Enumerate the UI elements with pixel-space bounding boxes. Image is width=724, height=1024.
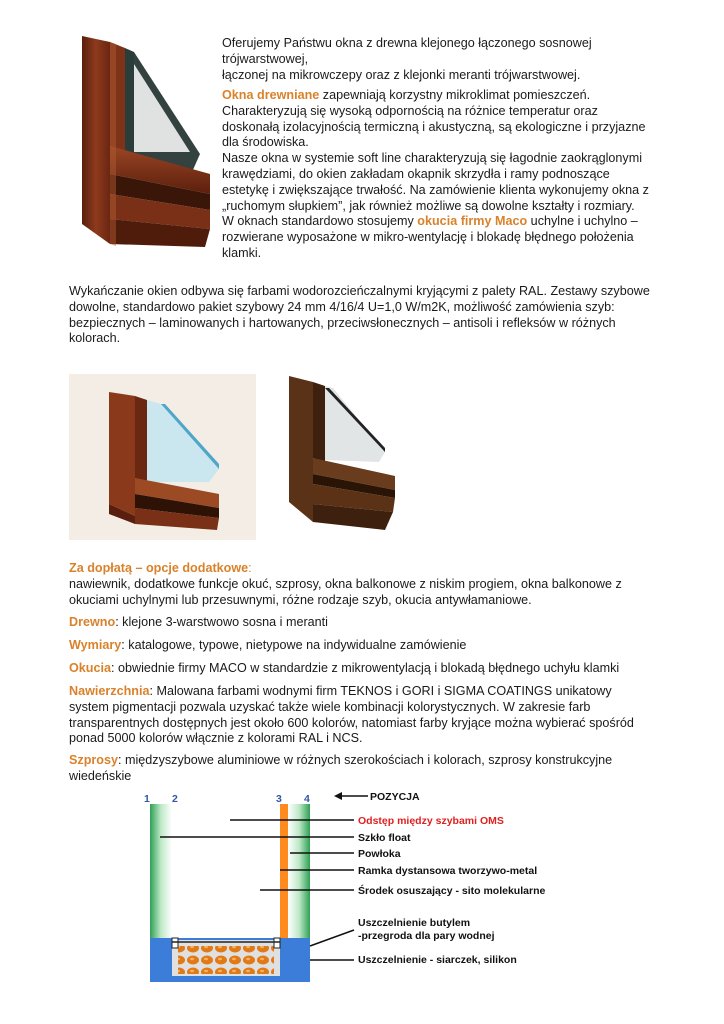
options-colon: : — [248, 561, 252, 575]
options-block — [69, 561, 661, 608]
wood-text-3-post: uchylne i uchylno – rozwierane wyposażone w mikro-wentylację i blokadę błędnego położenia klamki. — [222, 214, 638, 260]
spec-label-okucia: Okucia — [69, 661, 111, 675]
spec-label-nawierzchnia: Nawierzchnia — [69, 684, 150, 698]
position-label-2: 2 — [172, 793, 178, 805]
window-corner-image-dark — [285, 372, 405, 534]
spec-text-szprosy: : międzyszybowe aluminiowe w różnych szerokościach i kolorach, szprosy konstrukcyjne wiedeńskie — [69, 753, 613, 783]
position-label-4: 4 — [304, 793, 310, 805]
spec-nawierzchnia — [69, 684, 649, 747]
label-siarczek: Uszczelnienie - siarczek, silikon — [358, 954, 517, 966]
finishing-paragraph: Wykańczanie okien odbywa się farbami wodorozcieńczalnymi kryjącymi z palety RAL. Zestawy szybowe dowolne, standardowo pakiet szybowy 24 mm 4/16/4 U=1,0 W/m2K, możliwość zamówienia szyb: bezpiecznych – laminowanych i hartowanych, przeciwsłonecznych – antisoli i refleksów w różnych kolorach. — [69, 284, 650, 346]
spec-label-drewno: Drewno — [69, 615, 116, 629]
label-szklo-float: Szkło float — [358, 832, 411, 844]
maco-highlight: okucia firmy Maco — [417, 214, 528, 229]
glass-unit-diagram — [130, 786, 570, 986]
spec-text-wymiary: : katalogowe, typowe, nietypowe na indywidualne zamówienie — [121, 638, 467, 652]
spec-drewno — [69, 615, 661, 631]
spec-label-szprosy: Szprosy — [69, 753, 118, 767]
spec-okucia — [69, 661, 661, 677]
spec-szprosy — [69, 753, 639, 785]
wood-text-1 — [222, 88, 658, 151]
options-heading — [69, 561, 661, 577]
wood-text-2: Nasze okna w systemie soft line charakteryzują się łagodnie zaokrąglonymi krawędziami, do okien zakładam okapnik skrzydła i ramy podnoszące estetykę i zwiększające trwałość. Na zamówienie klienta wykonujemy okna z „ruchomym słupkiem”, jak również możliwe są dowolne kształty i rozmiary. — [222, 151, 649, 213]
label-srodek: Środek osuszający - sito molekularne — [358, 885, 546, 897]
options-title: Za dopłatą – opcje dodatkowe — [69, 561, 249, 575]
spec-text-nawierzchnia: : Malowana farbami wodnymi firm TEKNOS i GORI i SIGMA COATINGS unikatowy system pigmentacji pozwala uzyskać także wiele kombinacji kolorystycznych. W zakresie farb transparentnych dostępnych jest około 600 kolorów, natomiast farby kryjące można wybierać spośród ponad 5000 kolorów włącznie z kolorami RAL i NCS. — [69, 684, 634, 746]
intro-text — [222, 36, 662, 83]
wood-text-3-pre: W oknach standardowo stosujemy — [222, 214, 418, 229]
wood-windows-block — [222, 88, 658, 262]
position-label-1: 1 — [144, 793, 150, 805]
label-oms: Odstęp między szybami OMS — [358, 815, 504, 827]
label-ramka: Ramka dystansowa tworzywo-metal — [358, 865, 538, 877]
wood-text-3 — [222, 214, 658, 261]
spec-wymiary — [69, 638, 661, 654]
spec-label-wymiary: Wymiary — [69, 638, 122, 652]
window-corner-image-top — [80, 34, 215, 249]
label-butyl-1: Uszczelnienie butylem — [358, 917, 471, 929]
position-label-3: 3 — [276, 793, 282, 805]
intro-line-2: łączonej na mikrowczepy oraz z klejonki meranti trójwarstwowej. — [222, 67, 581, 82]
wood-text-1-body: zapewniają korzystny mikroklimat pomieszczeń. Charakteryzują się wysoką odpornością na różnice temperatur oraz doskonałą izolacyjnością termiczną i akustyczną, są ekologiczne i przyjazne dla środowiska. — [222, 88, 646, 150]
pozycja-label: POZYCJA — [370, 791, 420, 803]
wood-highlight: Okna drewniane — [222, 88, 320, 102]
spec-text-okucia: : obwiednie firmy MACO w standardzie z mikrowentylacją i blokadą błędnego uchyłu klamki — [111, 661, 620, 675]
options-text: nawiewnik, dodatkowe funkcje okuć, szprosy, okna balkonowe z niskim progiem, okna balkonowe z okuciami uchylnymi lub przesuwnymi, różne rodzaje szyb, okucia antywłamaniowe. — [69, 576, 622, 607]
intro-line-1: Oferujemy Państwu okna z drewna klejonego łączonego sosnowej trójwarstwowej, — [222, 36, 592, 66]
spec-text-drewno: : klejone 3-warstwowo sosna i meranti — [115, 615, 328, 629]
label-butyl-2: -przegroda dla pary wodnej — [358, 930, 495, 942]
window-corner-image-light — [69, 374, 256, 540]
label-powloka: Powłoka — [358, 848, 401, 860]
